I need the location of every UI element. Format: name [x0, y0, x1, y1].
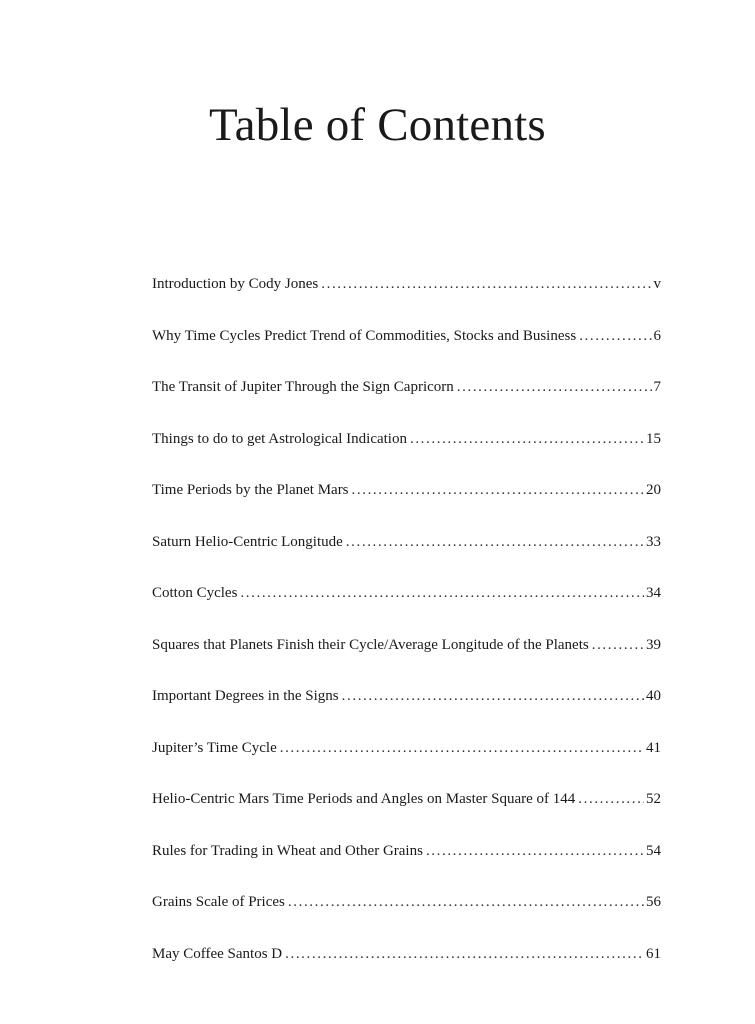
dot-leader	[457, 375, 652, 399]
table-of-contents	[152, 272, 661, 993]
toc-entry-page: 15	[646, 430, 661, 447]
toc-entry-title: Cotton Cycles	[152, 585, 238, 601]
toc-entry-page: 6	[653, 327, 661, 344]
dot-leader	[285, 942, 644, 966]
toc-entry	[152, 633, 661, 685]
toc-entry-title: Why Time Cycles Predict Trend of Commodities, Stocks and Business	[152, 327, 577, 344]
toc-entry-title: Rules for Trading in Wheat and Other Grains	[152, 842, 423, 859]
page-title: Table of Contents	[209, 99, 546, 151]
dot-leader	[240, 581, 644, 605]
dot-leader	[280, 736, 644, 760]
toc-entry-title: Helio-Centric Mars Time Periods and Angles on Master Square of 144	[152, 791, 576, 807]
toc-entry-page: 39	[646, 636, 661, 653]
dot-leader	[321, 272, 651, 296]
toc-entry	[152, 736, 661, 788]
toc-entry	[152, 478, 661, 530]
dot-leader	[342, 684, 644, 708]
dot-leader	[592, 633, 644, 657]
dot-leader	[426, 839, 644, 863]
toc-entry-page: 56	[646, 894, 661, 910]
toc-entry	[152, 787, 661, 839]
toc-entry-page: 61	[646, 945, 661, 962]
toc-entry	[152, 890, 661, 942]
toc-entry	[152, 684, 661, 736]
dot-leader	[578, 787, 644, 811]
toc-entry-title: Jupiter’s Time Cycle	[152, 739, 277, 756]
toc-entry-page: 34	[646, 585, 661, 601]
toc-entry-title: Saturn Helio-Centric Longitude	[152, 533, 343, 550]
dot-leader	[352, 478, 644, 502]
dot-leader	[288, 890, 644, 914]
toc-entry-page: 54	[646, 842, 661, 859]
toc-entry-page: 40	[646, 688, 661, 704]
toc-entry-page: 7	[653, 379, 661, 395]
toc-entry	[152, 530, 661, 582]
toc-entry-page: 41	[646, 739, 661, 756]
toc-entry-page: 33	[646, 533, 661, 550]
dot-leader	[579, 324, 651, 348]
toc-entry-title: Things to do to get Astrological Indication	[152, 430, 407, 447]
toc-entry-title: Introduction by Cody Jones	[152, 276, 319, 292]
toc-entry-page: 52	[646, 791, 661, 807]
toc-entry	[152, 942, 661, 994]
toc-entry	[152, 272, 661, 324]
toc-entry-title: Squares that Planets Finish their Cycle/Average Longitude of the Planets	[152, 636, 589, 653]
toc-entry-page: 20	[646, 482, 661, 498]
toc-entry	[152, 375, 661, 427]
toc-entry-title: Grains Scale of Prices	[152, 894, 285, 910]
dot-leader	[410, 427, 644, 451]
toc-entry	[152, 839, 661, 891]
toc-entry-title: Time Periods by the Planet Mars	[152, 482, 349, 498]
toc-entry	[152, 324, 661, 376]
toc-entry-page: v	[653, 276, 661, 292]
toc-entry-title: May Coffee Santos D	[152, 945, 283, 962]
toc-entry	[152, 427, 661, 479]
dot-leader	[346, 530, 644, 554]
toc-entry-title: The Transit of Jupiter Through the Sign Capricorn	[152, 379, 454, 395]
toc-entry-title: Important Degrees in the Signs	[152, 688, 339, 704]
toc-entry	[152, 581, 661, 633]
